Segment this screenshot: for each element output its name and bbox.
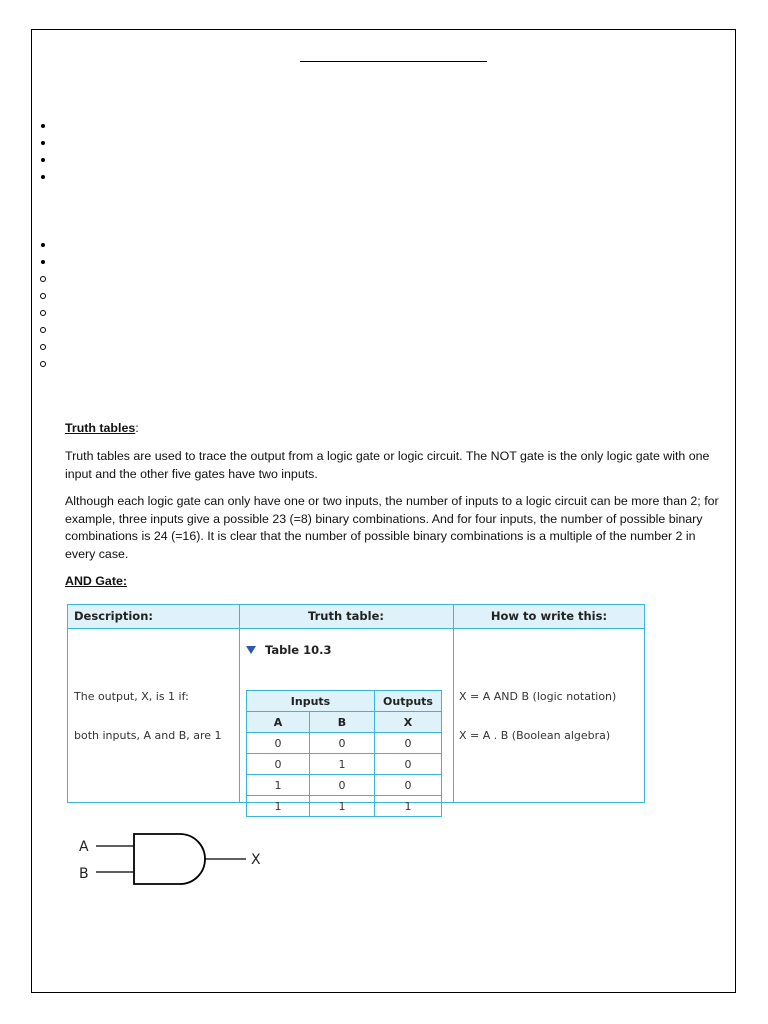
truth-tables-paragraph-1: Truth tables are used to trace the output from a logic gate or logic circuit. The NOT gate is the only logic gate with one input and the other five gates have two inputs. — [65, 449, 710, 481]
cell-a: 1 — [247, 775, 310, 796]
list-item — [38, 304, 46, 321]
bullet-list-1 — [38, 117, 45, 185]
and-gate-diagram — [74, 828, 274, 888]
title-underline — [300, 61, 487, 62]
cell-x: 0 — [375, 754, 442, 775]
cell-a: 0 — [247, 754, 310, 775]
bullet-dot-icon — [41, 175, 45, 179]
bullet-circle-icon — [40, 276, 46, 282]
and-truth-table — [246, 690, 442, 817]
and-gate-heading-text: AND Gate: — [65, 574, 127, 588]
input-b-label: B — [79, 866, 89, 882]
cell-a: 1 — [247, 796, 310, 817]
list-item — [38, 168, 45, 185]
triangle-down-icon — [246, 646, 256, 654]
truth-table-cell — [239, 628, 453, 813]
bullet-dot-icon — [41, 260, 45, 264]
cell-b: 1 — [310, 754, 375, 775]
and-gate-panel — [67, 604, 645, 813]
cell-b: 1 — [310, 796, 375, 817]
how-to-write-header: How to write this: — [490, 609, 608, 623]
boolean-notation: X = A . B (Boolean algebra) — [459, 729, 611, 742]
truth-tables-heading — [65, 421, 139, 435]
table-row — [247, 775, 442, 796]
cell-b: 0 — [310, 733, 375, 754]
cell-x: 0 — [375, 775, 442, 796]
bullet-dot-icon — [41, 141, 45, 145]
input-a-label: A — [79, 839, 89, 855]
heading-colon: : — [135, 421, 139, 435]
column-divider — [453, 605, 454, 802]
table-row — [247, 733, 442, 754]
list-item — [38, 236, 46, 253]
bullet-circle-icon — [40, 361, 46, 367]
list-item — [38, 287, 46, 304]
cell-x: 1 — [375, 796, 442, 817]
list-item — [38, 355, 46, 372]
description-header: Description: — [74, 609, 153, 623]
bullet-dot-icon — [41, 243, 45, 247]
bullet-list-2 — [38, 236, 46, 372]
list-item — [38, 151, 45, 168]
bullet-circle-icon — [40, 344, 46, 350]
outputs-group-header: Outputs — [375, 691, 442, 712]
inputs-group-header: Inputs — [247, 691, 375, 712]
description-line-2: both inputs, A and B, are 1 — [74, 729, 222, 742]
list-item — [38, 117, 45, 134]
table-title: Table 10.3 — [265, 643, 332, 657]
column-a-header: A — [247, 712, 310, 733]
description-line-1: The output, X, is 1 if: — [74, 690, 189, 703]
truth-tables-heading-text: Truth tables — [65, 421, 136, 435]
truth-tables-paragraph-2: Although each logic gate can only have one or two inputs, the number of inputs to a logic circuit can be more than 2; for example, three inputs give a possible 23 (=8) binary combinations. And for four inputs, the number of possible binary combinations is 24 (=16). It is clear that the number of possible binary combinations is a multiple of the number 2 in every case. — [65, 494, 719, 561]
list-item — [38, 338, 46, 355]
list-item — [38, 321, 46, 338]
table-row — [247, 754, 442, 775]
column-b-header: B — [310, 712, 375, 733]
and-gate-heading — [65, 574, 127, 588]
list-item — [38, 253, 46, 270]
bullet-circle-icon — [40, 327, 46, 333]
bullet-circle-icon — [40, 293, 46, 299]
and-gate-body — [134, 834, 205, 884]
table-row — [247, 796, 442, 817]
bullet-dot-icon — [41, 158, 45, 162]
output-x-label: X — [251, 852, 261, 868]
bullet-dot-icon — [41, 124, 45, 128]
cell-b: 0 — [310, 775, 375, 796]
cell-a: 0 — [247, 733, 310, 754]
list-item — [38, 270, 46, 287]
list-item — [38, 134, 45, 151]
column-x-header: X — [375, 712, 442, 733]
cell-x: 0 — [375, 733, 442, 754]
truth-table-header: Truth table: — [308, 609, 384, 623]
logic-notation: X = A AND B (logic notation) — [459, 690, 617, 703]
bullet-circle-icon — [40, 310, 46, 316]
